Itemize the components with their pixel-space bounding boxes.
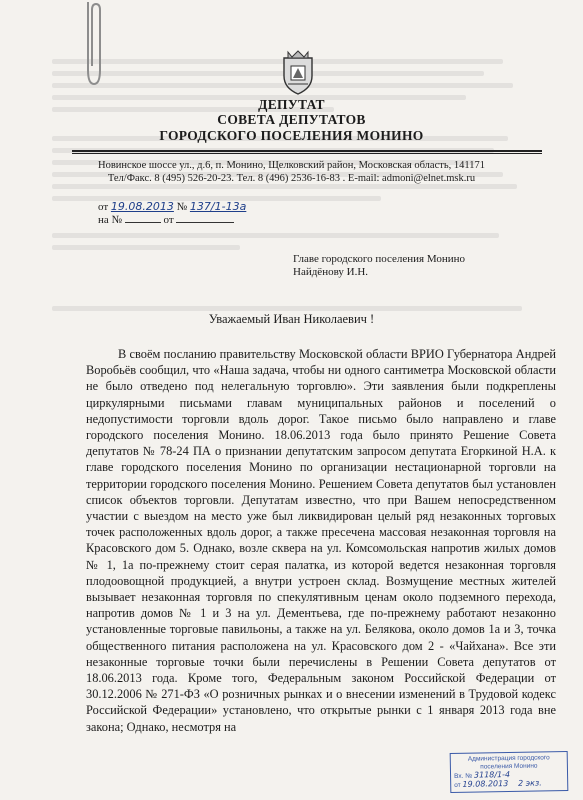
addressee-line-2: Найдёнову И.Н. — [293, 266, 369, 278]
stamp-incoming-date — [454, 779, 564, 790]
header-title-3: ГОРОДСКОГО ПОСЕЛЕНИЯ МОНИНО — [159, 128, 424, 143]
reference-number-blank — [125, 212, 161, 223]
stamp-ot-label: от — [454, 781, 461, 789]
header-title-2: СОВЕТА ДЕПУТАТОВ — [217, 112, 366, 127]
outgoing-number: 137/1-13а — [189, 200, 247, 213]
header-title-1: ДЕПУТАТ — [258, 97, 325, 112]
salutation: Уважаемый Иван Николаевич ! — [208, 312, 375, 326]
na-number-label: на № — [98, 214, 123, 226]
incoming-registration-stamp — [450, 751, 569, 793]
stamp-hand-note: 2 экз. — [518, 778, 542, 788]
coat-of-arms-icon — [280, 50, 316, 96]
header-divider — [72, 150, 542, 152]
number-label: № — [176, 201, 188, 213]
contact-line: Тел/Факс. 8 (495) 526-20-23. Тел. 8 (496) 2536-16-83 . E-mail: admoni@elnet.msk.ru — [107, 173, 476, 184]
reference-date-blank — [176, 212, 234, 223]
letter-body — [86, 346, 556, 735]
reference-registration — [98, 212, 234, 226]
stamp-title-2: поселения Монино — [480, 762, 538, 771]
stamp-title-1: Администрация городского — [467, 754, 550, 763]
stamp-vh-label: Вх. № — [454, 772, 473, 780]
addressee-line-1: Главе городского поселения Монино — [293, 253, 466, 265]
paper-clip-icon — [80, 0, 106, 90]
address-line: Новинское шоссе ул., д.6, п. Монино, Щелковский район, Московская область, 141171 — [98, 160, 485, 171]
outgoing-date: 19.08.2013 — [110, 200, 174, 213]
stamp-ot-value: 19.08.2013 — [462, 779, 509, 789]
stamp-vh-value: 3118/1-4 — [473, 769, 511, 780]
ot-label: от — [163, 214, 174, 226]
from-label: от — [98, 201, 109, 213]
header-divider-thin — [72, 153, 542, 154]
addressee-block — [293, 253, 465, 279]
body-paragraph: В своём посланию правительству Московской области ВРИО Губернатора Андрей Воробьёв сообщил, что «Наша задача, чтобы ни одного сантиметра Московской области не было отведено под нелегальную торговлю». Эти заявления были подкреплены циркулярными письмами главам муниципальных районов и поселений о недопустимости торговли вдоль дорог. Такое письмо было направлено и главе городского поселения Монино. 18.06.2013 года было принято Решение Совета депутатов № 78-24 ПА о признании депутатским запросом депутата Егоркиной Н.А. к главе городского поселения Монино по организации нестационарной торговли на территории городского поселения Монино. Решением Совета депутатов был установлен список объектов торговли. Депутатам известно, что при Вашем непосредственном участии с выездом на место уже был ликвидирован целый ряд незаконных торговых точек расположенных вдоль дорог, а также пресечена массовая незаконная торговля на Красовского дом 5. Однако, возле сквера на ул. Комсомольская напротив жилых домов № 1, 1а по-прежнему стоит серая палатка, из которой ведется незаконная торговля плодоовощной продукцией, а внутри устроен склад. Возмущение местных жителей вызывает незаконная торговля по спекулятивным ценам около подземного перехода, напротив домов № 1 и 3 на ул. Дементьева, где по-прежнему работают незаконно установленные торговые павильоны, а также на ул. Белякова, около домов 1а и 3, точка общественного питания расположена на ул. Красовского дом 2 - «Чайхана». Все эти незаконные торговые точки были перечислены в Решении Совета депутатов от 18.06.2013 года. Кроме того, Федеральным законом Российской Федерации от 30.12.2006 № 271-ФЗ «О розничных рынках и о внесении изменений в Трудовой кодекс Российской Федерации» установлено, что открытые рынки с 1 января 2013 года вне закона; Однако, несмотря на — [86, 347, 556, 734]
